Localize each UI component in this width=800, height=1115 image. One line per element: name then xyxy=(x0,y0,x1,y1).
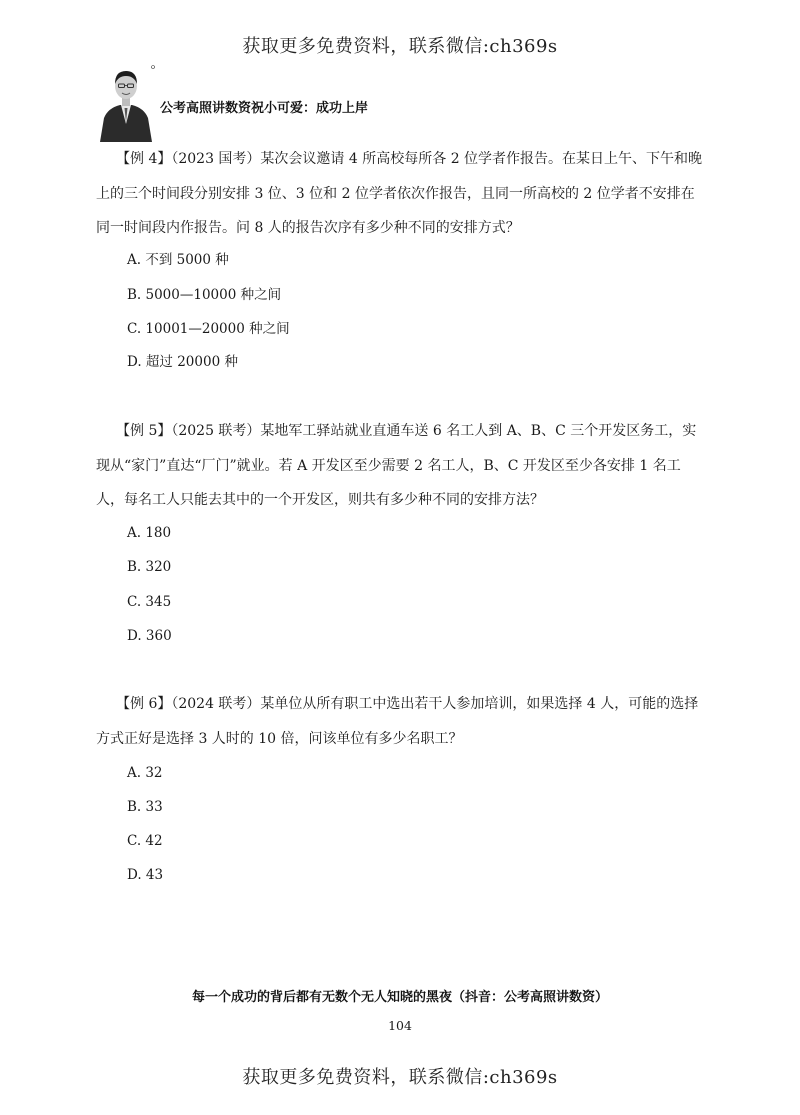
question-5-option-b: B. 320 xyxy=(127,559,172,575)
question-6-option-c: C. 42 xyxy=(127,833,163,849)
question-4-option-c: C. 10001—20000 种之间 xyxy=(127,321,290,337)
question-5-option-a: A. 180 xyxy=(127,525,172,541)
page-number: 104 xyxy=(388,1018,412,1033)
question-4-option-d: D. 超过 20000 种 xyxy=(127,354,238,370)
question-6-option-d: D. 43 xyxy=(127,867,164,883)
watermark-top: 获取更多免费资料，联系微信:ch369s xyxy=(242,36,558,57)
question-6-option-a: A. 32 xyxy=(127,765,163,781)
question-5-option-d: D. 360 xyxy=(127,628,172,644)
question-6-text: 【例 6】（2024 联考）某单位从所有职工中选出若干人参加培训，如果选择 4 人，可能的选择方式正好是选择 3 人时的 10 倍，问该单位有多少名职工？ xyxy=(96,696,699,747)
question-4-text: 【例 4】（2023 国考）某次会议邀请 4 所高校每所各 2 位学者作报告。在某日上午、下午和晚上的三个时间段分别安排 3 位、3 位和 2 位学者依次作报告，且同一所高校的 2 位学者不安排在同一时间段内作报告。问 8 人的报告次序有多少种不同的安排方式？ xyxy=(96,151,703,236)
header-banner: 公考高照讲数资祝小可爱：成功上岸 xyxy=(160,101,369,116)
question-4-option-a: A. 不到 5000 种 xyxy=(127,252,229,268)
watermark-bottom: 获取更多免费资料，联系微信:ch369s xyxy=(242,1067,558,1088)
question-4-option-b: B. 5000—10000 种之间 xyxy=(127,287,282,303)
question-5-text: 【例 5】（2025 联考）某地军工驿站就业直通车送 6 名工人到 A、B、C 三个开发区务工，实现从“家门”直达“厂门”就业。若 A 开发区至少需要 2 名工人，B、C 开发区至少各安排 1 名工人，每名工人只能去其中的一个开发区，则共有多少种不同的安排方法？ xyxy=(96,423,697,508)
footer-slogan: 每一个成功的背后都有无数个无人知晓的黑夜（抖音：公考高照讲数资） xyxy=(191,990,608,1005)
question-6-option-b: B. 33 xyxy=(127,799,163,815)
teacher-portrait-icon xyxy=(96,62,156,142)
question-5-option-c: C. 345 xyxy=(127,594,172,610)
